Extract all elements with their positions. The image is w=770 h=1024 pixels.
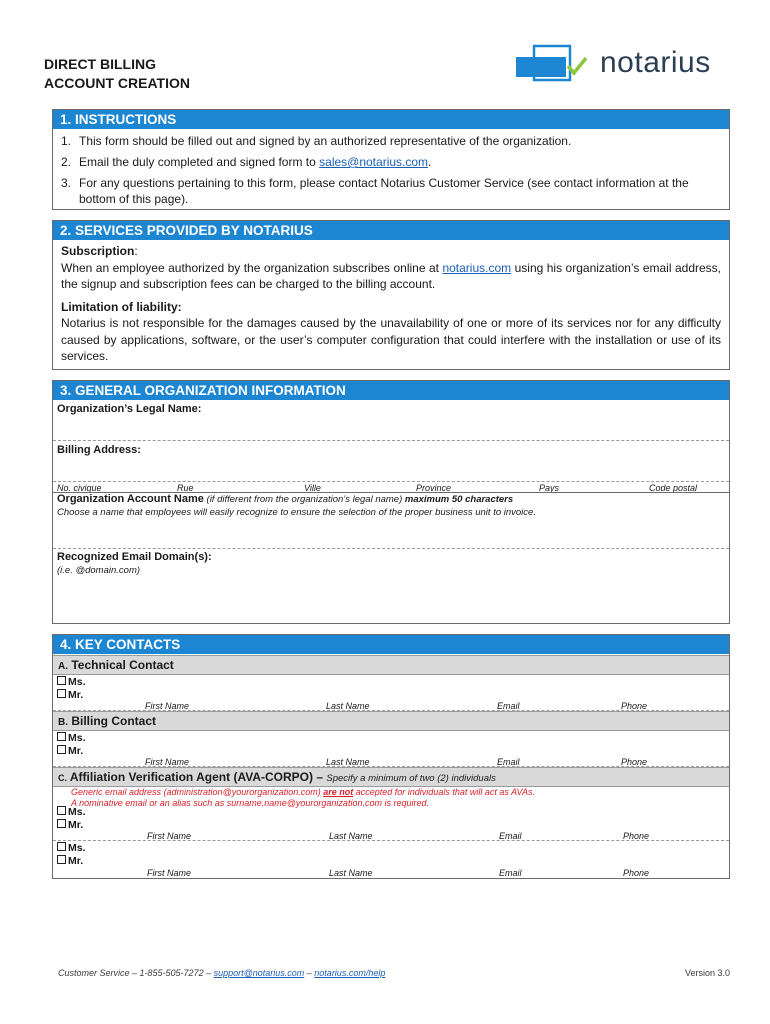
title-ms: Ms.	[68, 676, 86, 688]
help-link[interactable]: notarius.com/help	[314, 968, 386, 978]
technical-contact-heading	[53, 655, 729, 675]
checkbox-icon	[57, 842, 66, 851]
list-number: 3.	[61, 176, 72, 190]
column-last-name: Last Name	[329, 868, 373, 878]
list-text-part: .	[428, 155, 432, 169]
title-mr-option[interactable]	[57, 689, 86, 702]
ava-label: Affiliation Verification Agent (AVA-CORPO)	[69, 770, 314, 784]
section-services	[52, 220, 730, 370]
account-name-hint: Choose a name that employees will easily recognize to ensure the selection of the proper business unit to invoice.	[57, 507, 536, 518]
page-title	[44, 55, 190, 93]
ava-1-titles	[57, 806, 86, 832]
title-ms-option[interactable]	[57, 842, 86, 855]
list-text: For any questions pertaining to this form, please contact Notarius Customer Service (see contact information at the bottom of this page).	[79, 176, 689, 206]
column-phone: Phone	[623, 831, 650, 841]
list-number: 2.	[61, 155, 72, 169]
section-heading-services: 2. SERVICES PROVIDED BY NOTARIUS	[53, 221, 729, 240]
address-postal-label: Code postal	[649, 483, 698, 493]
title-mr-option[interactable]	[57, 855, 86, 868]
address-country-label: Pays	[539, 483, 560, 493]
subscription-text: When an employee authorized by the organization subscribes online at	[61, 260, 443, 275]
billing-contact-heading	[53, 711, 729, 731]
footer-separator: –	[304, 968, 315, 978]
section-heading-general: 3. GENERAL ORGANIZATION INFORMATION	[53, 381, 729, 400]
subscription-text: using his organization’s email address, the signup and subscription fees can be charged to the billing account.	[61, 260, 721, 291]
address-civic-label: No. civique	[57, 483, 102, 493]
subscription-label: Subscription	[61, 244, 135, 258]
column-phone: Phone	[623, 868, 650, 878]
checkbox-icon	[57, 689, 66, 698]
column-last-name: Last Name	[326, 757, 370, 767]
checkbox-icon	[57, 745, 66, 754]
warning-emphasis: are not	[323, 787, 354, 797]
section-general-info	[52, 380, 730, 624]
checkbox-icon	[57, 676, 66, 685]
liability-paragraph	[53, 299, 729, 365]
address-city-label: Ville	[304, 483, 321, 493]
column-first-name: First Name	[145, 757, 190, 767]
column-last-name: Last Name	[326, 701, 370, 711]
column-phone: Phone	[621, 757, 648, 767]
divider	[53, 440, 729, 441]
address-street-label: Rue	[177, 483, 194, 493]
liability-text: Notarius is not responsible for the damages caused by the unavailability of one or more of its services nor for any difficulty caused by applications, software, or the user’s computer configuration that could interfere with the installation or use of its services.	[61, 316, 721, 363]
ava-warning-1	[71, 787, 535, 798]
column-email: Email	[497, 757, 520, 767]
subscription-paragraph	[53, 243, 729, 293]
title-ms-option[interactable]	[57, 676, 86, 689]
title-mr-option[interactable]	[57, 819, 86, 832]
column-email: Email	[499, 831, 522, 841]
list-text: This form should be filled out and signed by an authorized representative of the organization.	[79, 134, 572, 148]
section-instructions	[52, 109, 730, 210]
technical-prefix: A.	[58, 661, 68, 672]
ava-2-titles	[57, 842, 86, 868]
column-first-name: First Name	[147, 831, 192, 841]
email-domain-label: Recognized Email Domain(s):	[57, 551, 212, 563]
title-mr: Mr.	[68, 855, 84, 867]
title-ms-option[interactable]	[57, 806, 86, 819]
warning-text: accepted for individuals that will act as AVAs.	[353, 787, 536, 797]
instructions-list	[61, 133, 723, 207]
ava-dash: –	[313, 770, 327, 784]
title-ms: Ms.	[68, 806, 86, 818]
address-province-label: Province	[416, 483, 452, 493]
section-key-contacts	[52, 634, 730, 879]
support-email-link[interactable]: support@notarius.com	[213, 968, 305, 978]
subscription-colon: :	[134, 244, 138, 258]
list-item	[61, 133, 723, 149]
technical-label: Technical Contact	[71, 658, 174, 672]
warning-text: Generic email address (administration@yourorganization.com)	[71, 787, 324, 797]
billing-label: Billing Contact	[71, 714, 157, 728]
account-name-note: (if different from the organization’s legal name)	[203, 494, 405, 505]
title-line-1: DIRECT BILLING	[44, 56, 156, 72]
title-mr: Mr.	[68, 819, 84, 831]
title-line-2: ACCOUNT CREATION	[44, 75, 190, 91]
email-domain-hint: (i.e. @domain.com)	[57, 565, 141, 576]
ava-prefix: C.	[58, 773, 67, 783]
divider	[53, 481, 729, 482]
legal-name-label: Organization’s Legal Name:	[57, 403, 202, 415]
list-text	[79, 154, 431, 170]
list-text-part: Email the duly completed and signed form to	[79, 155, 320, 169]
footer-contact	[58, 968, 385, 978]
ava-note: Specify a minimum of two (2) individuals	[326, 773, 496, 784]
checkbox-icon	[57, 819, 66, 828]
column-phone: Phone	[621, 701, 648, 711]
column-email: Email	[497, 701, 520, 711]
checkbox-icon	[57, 855, 66, 864]
list-item	[61, 154, 723, 170]
title-ms: Ms.	[68, 842, 86, 854]
account-name-row	[57, 493, 513, 505]
section-heading-instructions: 1. INSTRUCTIONS	[53, 110, 729, 129]
footer-service-text: Customer Service – 1-855-505-7272 –	[58, 968, 214, 978]
logo-wordmark: notarius	[600, 46, 711, 79]
title-ms-option[interactable]	[57, 732, 86, 745]
billing-address-label: Billing Address:	[57, 444, 141, 456]
column-last-name: Last Name	[329, 831, 373, 841]
notarius-logo	[514, 44, 728, 84]
ava-heading	[53, 767, 729, 787]
column-first-name: First Name	[147, 868, 192, 878]
title-ms: Ms.	[68, 732, 86, 744]
sales-email-link[interactable]: sales@notarius.com	[319, 155, 429, 169]
account-name-label: Organization Account Name	[57, 493, 204, 505]
liability-label: Limitation of liability:	[61, 299, 182, 314]
checkbox-icon	[57, 806, 66, 815]
title-mr-option[interactable]	[57, 745, 86, 758]
notarius-link[interactable]: notarius.com	[442, 260, 512, 275]
billing-titles	[57, 732, 86, 758]
divider	[53, 548, 729, 549]
checkbox-icon	[57, 732, 66, 741]
version-label: Version 3.0	[684, 968, 730, 978]
column-first-name: First Name	[145, 701, 190, 711]
title-mr: Mr.	[68, 745, 84, 757]
list-item	[61, 175, 723, 207]
account-name-max: maximum 50 characters	[404, 494, 514, 505]
list-number: 1.	[61, 134, 72, 148]
title-mr: Mr.	[68, 689, 84, 701]
billing-prefix: B.	[58, 717, 68, 728]
logo-mark-icon	[514, 44, 600, 84]
column-email: Email	[499, 868, 522, 878]
technical-titles	[57, 676, 86, 702]
ava-warning-2: A nominative email or an alias such as surname.name@yourorganization.com is required.	[71, 798, 429, 808]
section-heading-contacts: 4. KEY CONTACTS	[53, 635, 729, 654]
